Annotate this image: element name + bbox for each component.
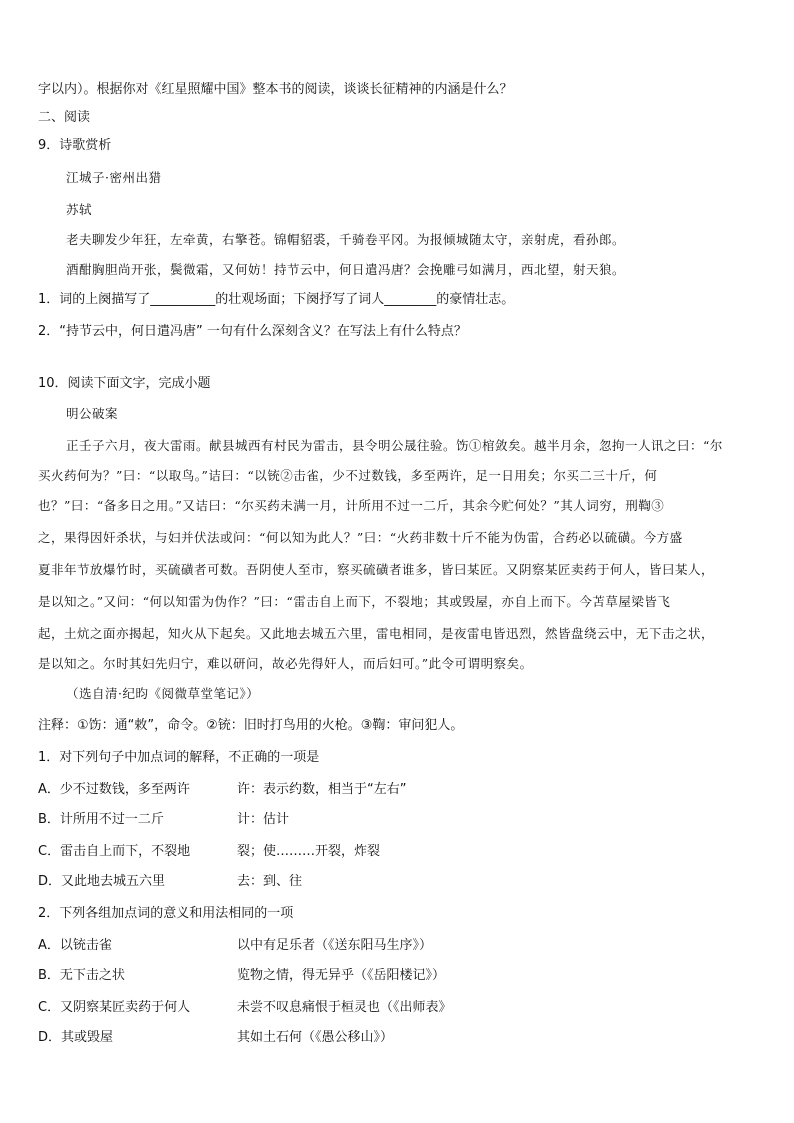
passage-line: 买火药何为？”曰：“以取鸟。”诘曰：“以铳②击雀，少不过数钱，多至两许，足一日用矣；尔买二三十斤，何 xyxy=(38,468,658,483)
section-title: 二、阅读 xyxy=(38,110,91,125)
q10-title: 10．阅读下面文字，完成小题 xyxy=(38,376,211,391)
passage-line: 是以知之。尔时其妇先归宁，难以研问，故必先得奸人，而后妇可。”此令可谓明察矣。 xyxy=(38,656,533,671)
option-b-explain: 计：估计 xyxy=(237,812,290,827)
passage-line: 也？”曰：“备多日之用。”又诘曰：“尔买药未满一月，计所用不过一二斤，其余今贮何处？”其人词穷，刑鞫③ xyxy=(38,498,665,513)
option-d-compare: 其如土石何（《愚公移山》） xyxy=(237,1030,394,1045)
option-a-label: A．以铳击雀 xyxy=(38,938,112,953)
q9-title: 9．诗歌赏析 xyxy=(38,138,112,153)
option-c-label: C．又阴察某匠卖药于何人 xyxy=(38,1000,191,1015)
passage-line: 夏非年节放爆竹时，买硫磺者可数。吾阴使人至市，察买硫磺者谁多，皆曰某匠。又阴察某匠卖药于何人，皆曰某人， xyxy=(38,562,715,577)
option-d-label: D．又此地去城五六里 xyxy=(38,874,166,889)
passage-line: 之，果得因奸杀状，与妇并伏法或问：“何以知为此人？”曰：“火药非数十斤不能为伪雷，合药必以硫磺。今方盛 xyxy=(38,530,683,545)
passage-line: 正壬子六月，夜大雷雨。献县城西有村民为雷击，县令明公晟往验。饬①棺敛矣。越半月余，忽拘一人讯之曰：“尔 xyxy=(66,438,723,453)
poem-title: 江城子·密州出猎 xyxy=(66,170,162,185)
option-c-compare: 未尝不叹息痛恨于桓灵也（《出师表》 xyxy=(237,1000,452,1015)
q10-sub1-title: 1．对下列句子中加点词的解释，不正确的一项是 xyxy=(38,750,320,765)
option-a-compare: 以中有足乐者（《送东阳马生序》） xyxy=(237,938,433,953)
option-b-label: B．无下击之状 xyxy=(38,968,125,983)
poem-author: 苏轼 xyxy=(66,202,93,217)
option-a-explain: 许：表示约数，相当于“左右” xyxy=(237,782,407,797)
option-c-label: C．雷击自上而下，不裂地 xyxy=(38,844,191,859)
intro-line: 字以内）。根据你对《红星照耀中国》整本书的阅读，谈谈长征精神的内涵是什么？ xyxy=(38,82,513,97)
poem-line-1: 老夫聊发少年狂，左牵黄，右擎苍。锦帽貂裘，千骑卷平冈。为报倾城随太守，亲射虎，看孙郎。 xyxy=(66,232,626,247)
passage-source: （选自清·纪昀《阅微草堂笔记》） xyxy=(66,686,260,701)
q9-sub2: 2．“持节云中，何日遣冯唐” 一句有什么深刻含义？在写法上有什么特点？ xyxy=(38,324,467,339)
option-d-explain: 去：到、往 xyxy=(237,874,303,889)
option-b-label: B．计所用不过一二斤 xyxy=(38,812,164,827)
passage-line: 是以知之。”又问：“何以知雷为伪作？”曰：“雷击自上而下，不裂地；其或毁屋，亦自上而下。今苫草屋梁皆飞 xyxy=(38,594,671,609)
passage-title: 明公破案 xyxy=(66,406,119,421)
passage-line: 起，土炕之面亦揭起，知火从下起矣。又此地去城五六里，雷电相同，是夜雷电皆迅烈，然皆盘绕云中，无下击之状， xyxy=(38,626,715,641)
option-c-explain: 裂；使………开裂，炸裂 xyxy=(237,844,381,859)
q10-sub2-title: 2．下列各组加点词的意义和用法相同的一项 xyxy=(38,906,294,921)
option-d-label: D．其或毁屋 xyxy=(38,1030,114,1045)
poem-line-2: 酒酣胸胆尚开张，鬓微霜，又何妨！持节云中，何日遣冯唐？会挽雕弓如满月，西北望，射天狼。 xyxy=(66,262,626,277)
option-b-compare: 览物之情，得无异乎（《岳阳楼记》） xyxy=(237,968,446,983)
q9-sub1: 1．词的上阕描写了__________的壮观场面；下阕抒写了词人________的豪情壮志。 xyxy=(38,292,515,307)
option-a-label: A．少不过数钱，多至两许 xyxy=(38,782,190,797)
notes: 注释：①饬：通“敕”，命令。②铳：旧时打鸟用的火枪。③鞫：审问犯人。 xyxy=(38,718,464,733)
